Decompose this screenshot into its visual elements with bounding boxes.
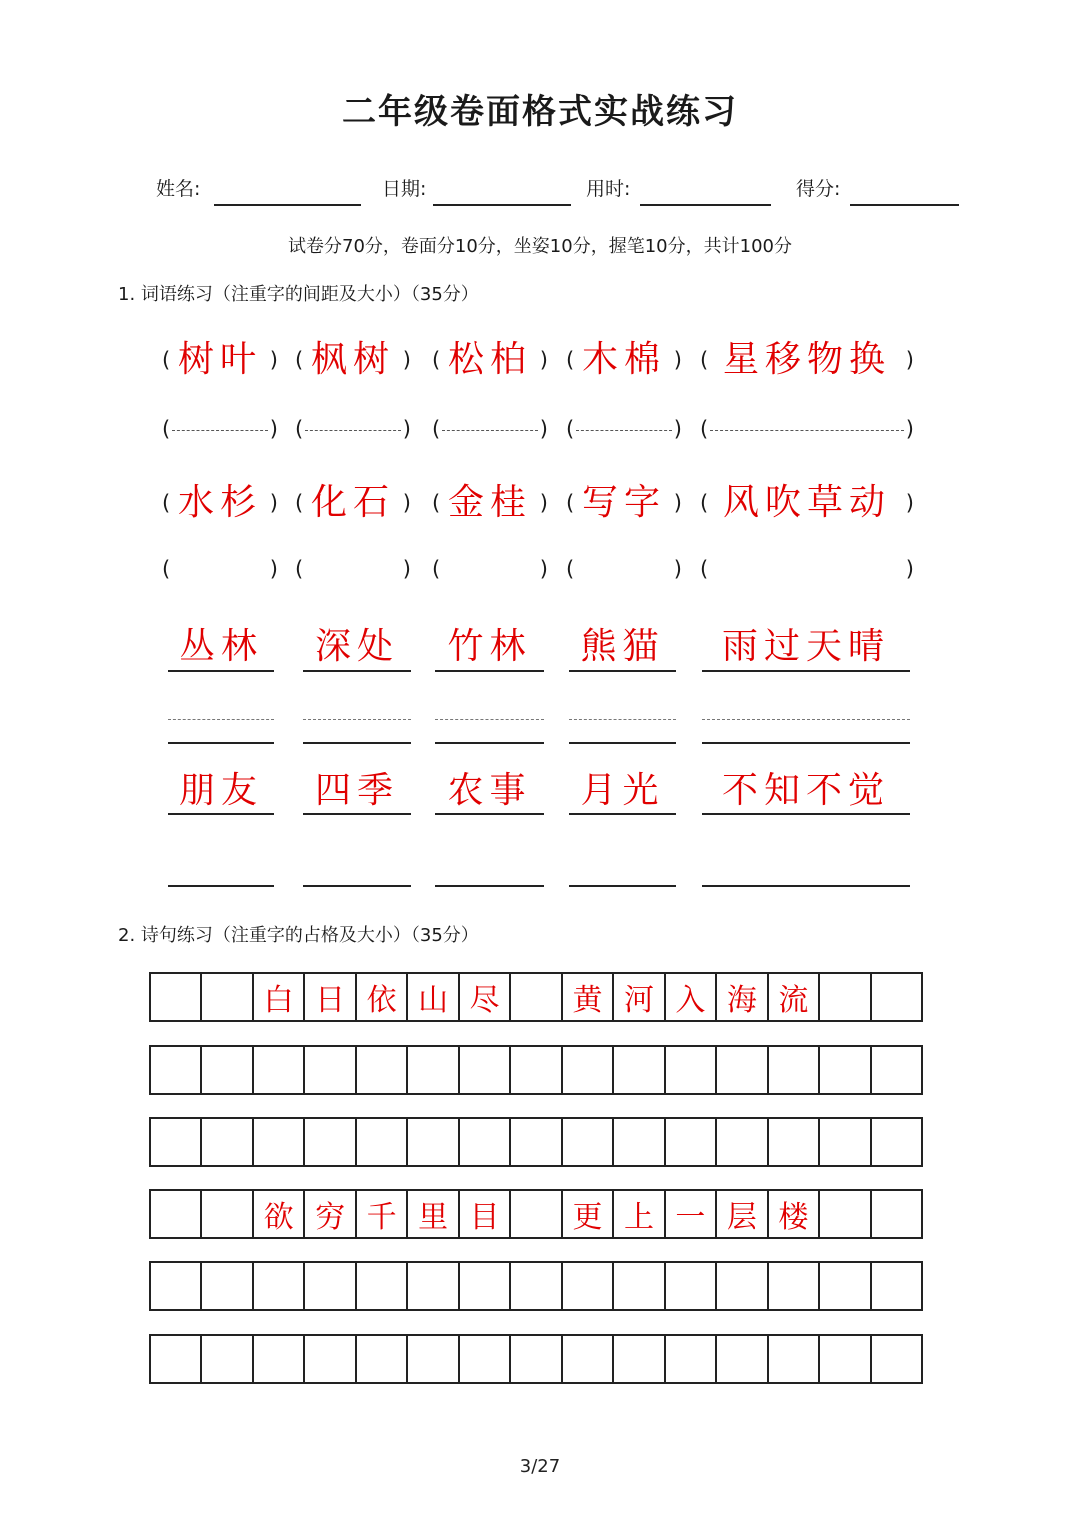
dashed-guide — [710, 430, 904, 431]
right-paren: ) — [402, 417, 411, 441]
grid-cell[interactable] — [511, 1191, 562, 1237]
grid-cell: 河 — [614, 974, 665, 1020]
right-paren: ) — [673, 417, 682, 441]
dashed-guide — [442, 430, 538, 431]
red-word: 深处 — [314, 626, 399, 667]
paren-blank-item[interactable] — [700, 544, 914, 594]
grid-cell[interactable] — [872, 1191, 921, 1237]
paren-blank-item[interactable] — [162, 404, 278, 454]
grid-cell[interactable] — [563, 1336, 614, 1382]
section1-heading: 1. 词语练习（注重字的间距及大小）（35分） — [118, 284, 479, 305]
red-word: 农事 — [447, 770, 532, 811]
answer-line[interactable] — [168, 742, 274, 744]
answer-line[interactable] — [303, 885, 411, 887]
red-word: 木棉 — [581, 339, 666, 380]
red-word: 竹林 — [447, 626, 532, 667]
answer-line[interactable] — [569, 885, 676, 887]
grid-cell[interactable] — [563, 1119, 614, 1165]
grid-cell[interactable] — [820, 974, 871, 1020]
grid-row — [149, 972, 923, 1022]
paren-blank-item[interactable] — [295, 544, 411, 594]
grid-cell[interactable] — [254, 1047, 305, 1093]
right-paren: ) — [673, 348, 682, 372]
red-word: 水杉 — [177, 482, 262, 523]
grid-cell[interactable] — [769, 1336, 820, 1382]
red-word: 化石 — [310, 482, 395, 523]
right-paren: ) — [269, 417, 278, 441]
grid-cell: 层 — [717, 1191, 768, 1237]
score-field[interactable] — [850, 204, 959, 206]
grid-cell: 入 — [666, 974, 717, 1020]
grid-cell[interactable] — [872, 1336, 921, 1382]
date-field[interactable] — [433, 204, 571, 206]
grid-row — [149, 1261, 923, 1311]
answer-line[interactable] — [435, 885, 544, 887]
underline — [702, 670, 910, 672]
paren-word-item — [162, 335, 278, 385]
grid-cell[interactable] — [202, 1336, 253, 1382]
grid-cell[interactable] — [202, 1191, 253, 1237]
underline — [702, 813, 910, 815]
paren-blank-item[interactable] — [162, 544, 278, 594]
right-paren: ) — [905, 491, 914, 515]
grid-cell[interactable] — [614, 1119, 665, 1165]
grid-cell[interactable] — [357, 1047, 408, 1093]
dashed-guide — [303, 719, 411, 720]
paren-blank-item[interactable] — [432, 544, 548, 594]
grid-cell: 目 — [460, 1191, 511, 1237]
left-paren: ( — [700, 491, 709, 515]
grid-cell[interactable] — [202, 1047, 253, 1093]
red-word: 月光 — [580, 770, 665, 811]
underline — [168, 813, 274, 815]
answer-line[interactable] — [435, 742, 544, 744]
grid-cell: 穷 — [305, 1191, 356, 1237]
grid-cell[interactable] — [563, 1263, 614, 1309]
dashed-guide — [702, 719, 910, 720]
right-paren: ) — [402, 557, 411, 581]
grid-cell[interactable] — [305, 1119, 356, 1165]
grid-cell[interactable] — [460, 1336, 511, 1382]
underline — [435, 813, 544, 815]
red-word: 不知不觉 — [721, 770, 890, 811]
dashed-guide — [172, 430, 268, 431]
grid-cell: 千 — [357, 1191, 408, 1237]
left-paren: ( — [566, 557, 575, 581]
red-word: 枫树 — [310, 339, 395, 380]
grid-cell: 黄 — [563, 974, 614, 1020]
red-word: 风吹草动 — [722, 482, 891, 523]
grid-cell[interactable] — [511, 974, 562, 1020]
grid-cell[interactable] — [511, 1336, 562, 1382]
grid-cell[interactable] — [357, 1119, 408, 1165]
left-paren: ( — [432, 348, 441, 372]
left-paren: ( — [295, 348, 304, 372]
left-paren: ( — [432, 417, 441, 441]
grid-row — [149, 1045, 923, 1095]
grid-cell[interactable] — [614, 1263, 665, 1309]
red-word: 雨过天晴 — [721, 626, 890, 667]
grid-cell[interactable] — [408, 1047, 459, 1093]
right-paren: ) — [905, 557, 914, 581]
red-word: 丛林 — [178, 626, 263, 667]
grid-cell[interactable] — [666, 1263, 717, 1309]
grid-cell[interactable] — [717, 1263, 768, 1309]
paren-blank-item[interactable] — [566, 544, 682, 594]
right-paren: ) — [269, 348, 278, 372]
grid-cell[interactable] — [666, 1336, 717, 1382]
paren-blank-item[interactable] — [566, 404, 682, 454]
name-label: 姓名: — [156, 178, 201, 200]
grid-cell[interactable] — [151, 974, 202, 1020]
paren-word-item — [162, 478, 278, 528]
grid-cell[interactable] — [872, 1119, 921, 1165]
grid-cell: 山 — [408, 974, 459, 1020]
grid-cell[interactable] — [872, 974, 921, 1020]
grid-row — [149, 1334, 923, 1384]
left-paren: ( — [700, 348, 709, 372]
score-label: 得分: — [796, 178, 841, 200]
dashed-guide — [305, 430, 401, 431]
grid-cell[interactable] — [202, 1119, 253, 1165]
underline — [569, 670, 676, 672]
left-paren: ( — [700, 557, 709, 581]
left-paren: ( — [566, 491, 575, 515]
left-paren: ( — [162, 348, 171, 372]
grid-cell: 一 — [666, 1191, 717, 1237]
left-paren: ( — [566, 348, 575, 372]
left-paren: ( — [295, 491, 304, 515]
answer-line[interactable] — [303, 742, 411, 744]
paren-word-item — [432, 335, 548, 385]
dashed-guide — [435, 719, 544, 720]
paren-word-item — [700, 335, 914, 385]
time-label: 用时: — [586, 178, 631, 200]
grid-cell[interactable] — [408, 1119, 459, 1165]
right-paren: ) — [539, 348, 548, 372]
grid-cell[interactable] — [820, 1336, 871, 1382]
grid-cell[interactable] — [717, 1119, 768, 1165]
red-word: 金桂 — [447, 482, 532, 523]
grid-cell[interactable] — [563, 1047, 614, 1093]
grid-cell[interactable] — [614, 1336, 665, 1382]
right-paren: ) — [905, 348, 914, 372]
right-paren: ) — [539, 417, 548, 441]
grid-cell[interactable] — [872, 1263, 921, 1309]
grid-cell[interactable] — [357, 1336, 408, 1382]
grid-row — [149, 1189, 923, 1239]
red-word: 松柏 — [447, 339, 532, 380]
right-paren: ) — [402, 491, 411, 515]
grid-cell: 里 — [408, 1191, 459, 1237]
left-paren: ( — [295, 417, 304, 441]
grid-cell[interactable] — [614, 1047, 665, 1093]
grid-cell[interactable] — [769, 1263, 820, 1309]
paren-blank-item[interactable] — [432, 404, 548, 454]
grid-cell[interactable] — [254, 1263, 305, 1309]
left-paren: ( — [162, 491, 171, 515]
left-paren: ( — [162, 557, 171, 581]
grid-cell[interactable] — [872, 1047, 921, 1093]
name-field[interactable] — [214, 204, 361, 206]
right-paren: ) — [269, 557, 278, 581]
section2-heading: 2. 诗句练习（注重字的占格及大小）（35分） — [118, 925, 479, 946]
page-title: 二年级卷面格式实战练习 — [342, 92, 738, 132]
grid-cell[interactable] — [254, 1336, 305, 1382]
paren-word-item — [432, 478, 548, 528]
grid-cell[interactable] — [820, 1191, 871, 1237]
grid-cell[interactable] — [305, 1263, 356, 1309]
answer-line[interactable] — [569, 742, 676, 744]
red-word: 朋友 — [178, 770, 263, 811]
time-field[interactable] — [640, 204, 771, 206]
grid-cell[interactable] — [460, 1119, 511, 1165]
right-paren: ) — [905, 417, 914, 441]
underline — [303, 670, 411, 672]
red-word: 写字 — [581, 482, 666, 523]
grid-cell[interactable] — [408, 1336, 459, 1382]
grid-cell: 白 — [254, 974, 305, 1020]
grid-cell[interactable] — [151, 1336, 202, 1382]
grid-cell[interactable] — [151, 1047, 202, 1093]
grid-cell[interactable] — [820, 1047, 871, 1093]
underline — [569, 813, 676, 815]
grid-cell[interactable] — [511, 1119, 562, 1165]
grid-cell[interactable] — [151, 1191, 202, 1237]
right-paren: ) — [402, 348, 411, 372]
grid-cell[interactable] — [511, 1263, 562, 1309]
grid-cell: 日 — [305, 974, 356, 1020]
underline — [435, 670, 544, 672]
left-paren: ( — [432, 557, 441, 581]
right-paren: ) — [269, 491, 278, 515]
dashed-guide — [569, 719, 676, 720]
paren-word-item — [700, 478, 914, 528]
grid-cell[interactable] — [460, 1047, 511, 1093]
grid-cell[interactable] — [408, 1263, 459, 1309]
left-paren: ( — [162, 417, 171, 441]
paren-word-item — [566, 335, 682, 385]
grid-cell: 楼 — [769, 1191, 820, 1237]
grid-cell[interactable] — [202, 1263, 253, 1309]
underline — [168, 670, 274, 672]
grid-cell[interactable] — [151, 1119, 202, 1165]
right-paren: ) — [673, 491, 682, 515]
left-paren: ( — [700, 417, 709, 441]
grid-cell: 海 — [717, 974, 768, 1020]
paren-word-item — [295, 335, 411, 385]
grid-cell[interactable] — [511, 1047, 562, 1093]
grid-cell: 流 — [769, 974, 820, 1020]
grid-cell[interactable] — [666, 1119, 717, 1165]
grid-cell[interactable] — [357, 1263, 408, 1309]
red-word: 熊猫 — [580, 626, 665, 667]
grid-cell[interactable] — [305, 1336, 356, 1382]
paren-blank-item[interactable] — [295, 404, 411, 454]
grid-cell: 更 — [563, 1191, 614, 1237]
grid-cell[interactable] — [305, 1047, 356, 1093]
grid-cell[interactable] — [769, 1047, 820, 1093]
grid-cell: 欲 — [254, 1191, 305, 1237]
answer-line[interactable] — [702, 742, 910, 744]
grid-cell[interactable] — [254, 1119, 305, 1165]
paren-word-item — [566, 478, 682, 528]
date-label: 日期: — [382, 178, 427, 200]
paren-word-item — [295, 478, 411, 528]
grid-cell[interactable] — [666, 1047, 717, 1093]
scoring-note: 试卷分70分，卷面分10分，坐姿10分，握笔10分，共计100分 — [288, 236, 792, 257]
left-paren: ( — [295, 557, 304, 581]
dashed-guide — [168, 719, 274, 720]
grid-cell[interactable] — [820, 1119, 871, 1165]
right-paren: ) — [673, 557, 682, 581]
grid-cell[interactable] — [202, 974, 253, 1020]
grid-cell[interactable] — [769, 1119, 820, 1165]
answer-line[interactable] — [702, 885, 910, 887]
dashed-guide — [576, 430, 672, 431]
grid-cell[interactable] — [460, 1263, 511, 1309]
red-word: 树叶 — [177, 339, 262, 380]
answer-line[interactable] — [168, 885, 274, 887]
grid-cell[interactable] — [151, 1263, 202, 1309]
grid-cell[interactable] — [820, 1263, 871, 1309]
grid-cell: 尽 — [460, 974, 511, 1020]
red-word: 星移物换 — [722, 339, 891, 380]
grid-cell[interactable] — [717, 1336, 768, 1382]
red-word: 四季 — [314, 770, 399, 811]
grid-row — [149, 1117, 923, 1167]
page-number: 3/27 — [519, 1456, 561, 1477]
paren-blank-item[interactable] — [700, 404, 914, 454]
grid-cell: 上 — [614, 1191, 665, 1237]
grid-cell[interactable] — [717, 1047, 768, 1093]
underline — [303, 813, 411, 815]
left-paren: ( — [432, 491, 441, 515]
right-paren: ) — [539, 557, 548, 581]
grid-cell: 依 — [357, 974, 408, 1020]
left-paren: ( — [566, 417, 575, 441]
right-paren: ) — [539, 491, 548, 515]
